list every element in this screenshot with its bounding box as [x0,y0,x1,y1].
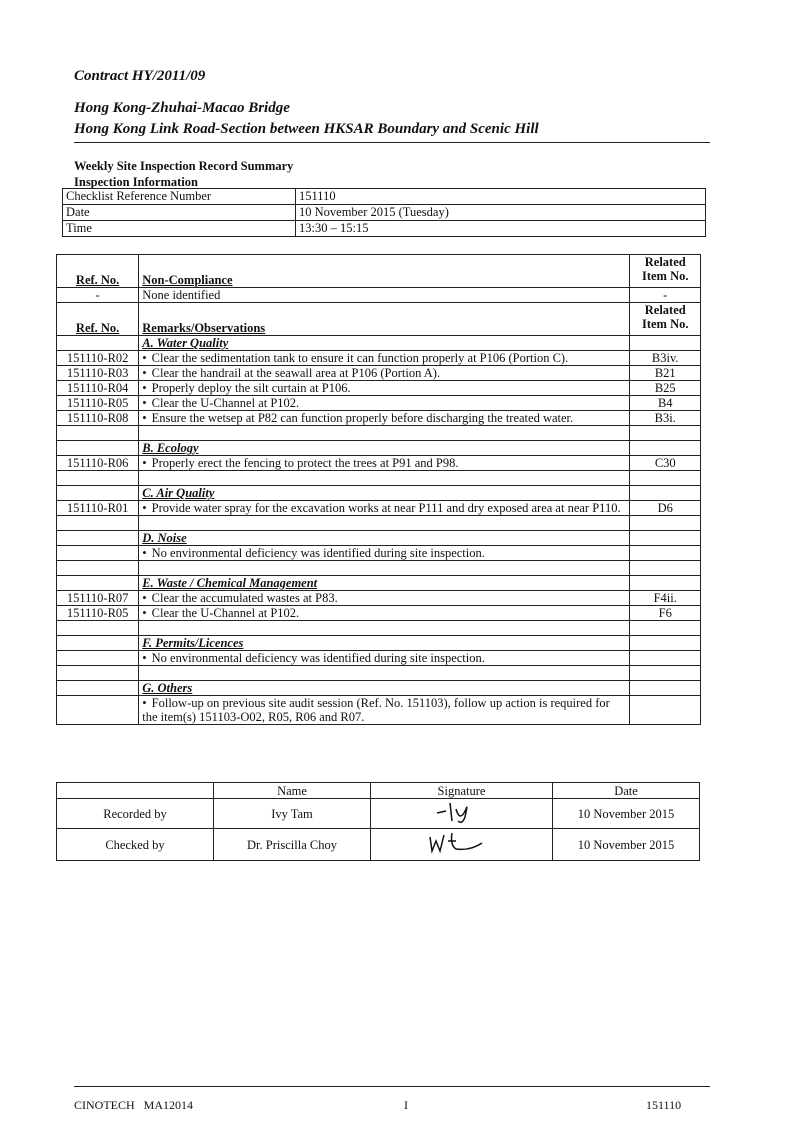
section-title: Hong Kong Link Road-Section between HKSAR Boundary and Scenic Hill [74,121,539,137]
category-item [630,486,701,501]
row-related-item: B4 [630,396,701,411]
table-row [57,606,701,621]
row-related-item: C30 [630,456,701,471]
row-ref-no: 151110-R01 [57,501,139,516]
row-related-item: F4ii. [630,591,701,606]
spacer-desc [139,561,630,576]
category-row [57,486,701,501]
row-remark-text: • Clear the accumulated wastes at P83. [142,591,337,605]
spacer-ref [57,621,139,636]
info-value: 151110 [296,189,706,205]
info-row [63,221,706,237]
table-row [57,696,701,725]
row-remark-text: • Properly deploy the silt curtain at P106. [142,381,350,395]
category-cell [139,681,630,696]
category-item [630,681,701,696]
category-title: F. Permits/Licences [142,636,244,650]
row-ref-no: 151110-R08 [57,411,139,426]
category-ref [57,636,139,651]
category-row [57,576,701,591]
info-row [63,189,706,205]
footer-reference: 151110 [646,1098,682,1112]
table-row [57,651,701,666]
category-ref [57,576,139,591]
sig-header-name: Name [214,783,371,799]
category-cell [139,576,630,591]
row-related-item: B3i. [630,411,701,426]
category-ref [57,531,139,546]
spacer-row [57,621,701,636]
sig-name: Ivy Tam [214,799,371,829]
row-ref-no: 151110-R04 [57,381,139,396]
info-value: 10 November 2015 (Tuesday) [296,205,706,221]
sig-name: Dr. Priscilla Choy [214,829,371,861]
row-remark [139,501,630,516]
category-title: G. Others [142,681,193,695]
row-ref-no: 151110-R02 [57,351,139,366]
spacer-desc [139,666,630,681]
noncompliance-item: - [630,288,701,303]
category-cell [139,531,630,546]
row-remark [139,651,630,666]
ref-no-header-2: Ref. No. [57,303,139,336]
table-row [57,546,701,561]
row-remark-text: • Clear the handrail at the seawall area at P106 (Portion A). [142,366,440,380]
category-cell [139,636,630,651]
ref-no-header: Ref. No. [57,255,139,288]
row-remark [139,606,630,621]
spacer-desc [139,471,630,486]
signature-header-row [57,783,700,799]
row-ref-no [57,651,139,666]
row-remark [139,396,630,411]
related-item-header-2 [630,303,701,336]
sig-header-blank [57,783,214,799]
header-rule [74,142,710,143]
spacer-row [57,561,701,576]
category-row [57,441,701,456]
sig-header-signature: Signature [371,783,553,799]
row-remark-text: • No environmental deficiency was identified during site inspection. [142,546,485,560]
table-row [57,411,701,426]
row-related-item: B25 [630,381,701,396]
row-related-item [630,696,701,725]
remarks-body [57,336,701,725]
related-label: Related [644,303,686,317]
sig-date: 10 November 2015 [553,799,700,829]
row-ref-no [57,696,139,725]
related-item-header [630,255,701,288]
table-row [57,591,701,606]
contract-number: Contract HY/2011/09 [74,68,206,84]
category-row [57,636,701,651]
row-remark [139,546,630,561]
category-row [57,531,701,546]
table-row [57,396,701,411]
spacer-row [57,471,701,486]
signature-row-recorded [57,799,700,829]
category-cell [139,441,630,456]
row-remark-text: • Clear the U-Channel at P102. [142,396,299,410]
noncompliance-ref: - [57,288,139,303]
noncompliance-text: None identified [139,288,630,303]
row-remark-text: • Clear the sedimentation tank to ensure it can function properly at P106 (Portion C). [142,351,568,365]
table-row [57,366,701,381]
page-number: I [404,1098,408,1112]
sig-date: 10 November 2015 [553,829,700,861]
category-item [630,576,701,591]
sig-role: Checked by [57,829,214,861]
row-ref-no: 151110-R05 [57,606,139,621]
inspection-info-table [62,188,706,237]
row-related-item: B21 [630,366,701,381]
category-title: C. Air Quality [142,486,215,500]
category-item [630,636,701,651]
row-remark-text: • Clear the U-Channel at P102. [142,606,299,620]
item-no-label: Item No. [641,317,689,331]
table-row [57,351,701,366]
category-ref [57,681,139,696]
row-related-item [630,546,701,561]
table-row [57,456,701,471]
row-remark [139,366,630,381]
info-label: Time [63,221,296,237]
signature-table [56,782,700,861]
spacer-item [630,471,701,486]
table-row [57,501,701,516]
remarks-header: Remarks/Observations [139,303,630,336]
handwritten-signature [371,829,553,861]
summary-title: Weekly Site Inspection Record Summary [74,159,294,173]
spacer-desc [139,426,630,441]
category-item [630,441,701,456]
spacer-ref [57,471,139,486]
noncompliance-header: Non-Compliance [139,255,630,288]
row-remark [139,411,630,426]
row-remark [139,456,630,471]
category-item [630,531,701,546]
table-row [57,381,701,396]
row-ref-no: 151110-R07 [57,591,139,606]
signature-scribble-2 [422,829,502,857]
spacer-ref [57,561,139,576]
info-label: Date [63,205,296,221]
row-ref-no: 151110-R05 [57,396,139,411]
row-remark-text: • Properly erect the fencing to protect the trees at P91 and P98. [142,456,458,470]
row-remark [139,381,630,396]
inspection-summary-table [56,254,701,725]
sig-header-date: Date [553,783,700,799]
row-related-item [630,651,701,666]
category-row [57,681,701,696]
spacer-item [630,621,701,636]
row-related-item: F6 [630,606,701,621]
row-ref-no [57,546,139,561]
spacer-item [630,666,701,681]
row-related-item: D6 [630,501,701,516]
category-ref [57,441,139,456]
spacer-row [57,426,701,441]
category-title: E. Waste / Chemical Management [142,576,318,590]
info-label: Checklist Reference Number [63,189,296,205]
spacer-row [57,666,701,681]
info-title: Inspection Information [74,175,198,189]
row-ref-no: 151110-R03 [57,366,139,381]
row-remark [139,696,630,725]
category-cell [139,336,630,351]
category-title: D. Noise [142,531,187,545]
spacer-ref [57,426,139,441]
row-remark-text: • Follow-up on previous site audit session (Ref. No. 151103), follow up action is required for the item(s) 151103-O02, R05, R06 and R07. [142,696,610,724]
spacer-item [630,516,701,531]
category-item [630,336,701,351]
category-ref [57,486,139,501]
noncompliance-header-row [57,255,701,288]
row-remark [139,591,630,606]
category-row [57,336,701,351]
row-remark-text: • Ensure the wetsep at P82 can function properly before discharging the treated water. [142,411,573,425]
category-ref [57,336,139,351]
noncompliance-row [57,288,701,303]
category-title: B. Ecology [142,441,199,455]
row-remark [139,351,630,366]
row-remark-text: • No environmental deficiency was identified during site inspection. [142,651,485,665]
category-cell [139,486,630,501]
footer-company: CINOTECH MA12014 [74,1098,193,1112]
sig-role: Recorded by [57,799,214,829]
project-title: Hong Kong-Zhuhai-Macao Bridge [74,100,290,116]
signature-row-checked [57,829,700,861]
spacer-row [57,516,701,531]
spacer-ref [57,516,139,531]
item-no-label: Item No. [641,269,689,283]
info-row [63,205,706,221]
category-title: A. Water Quality [142,336,229,350]
spacer-item [630,426,701,441]
handwritten-signature [371,799,553,829]
signature-scribble-1 [432,799,492,825]
footer-rule [74,1086,710,1087]
spacer-desc [139,516,630,531]
row-ref-no: 151110-R06 [57,456,139,471]
info-value: 13:30 – 15:15 [296,221,706,237]
remarks-header-row [57,303,701,336]
related-label: Related [644,255,686,269]
spacer-desc [139,621,630,636]
spacer-ref [57,666,139,681]
spacer-item [630,561,701,576]
row-remark-text: • Provide water spray for the excavation works at near P111 and dry exposed area at near P110. [142,501,620,515]
row-related-item: B3iv. [630,351,701,366]
